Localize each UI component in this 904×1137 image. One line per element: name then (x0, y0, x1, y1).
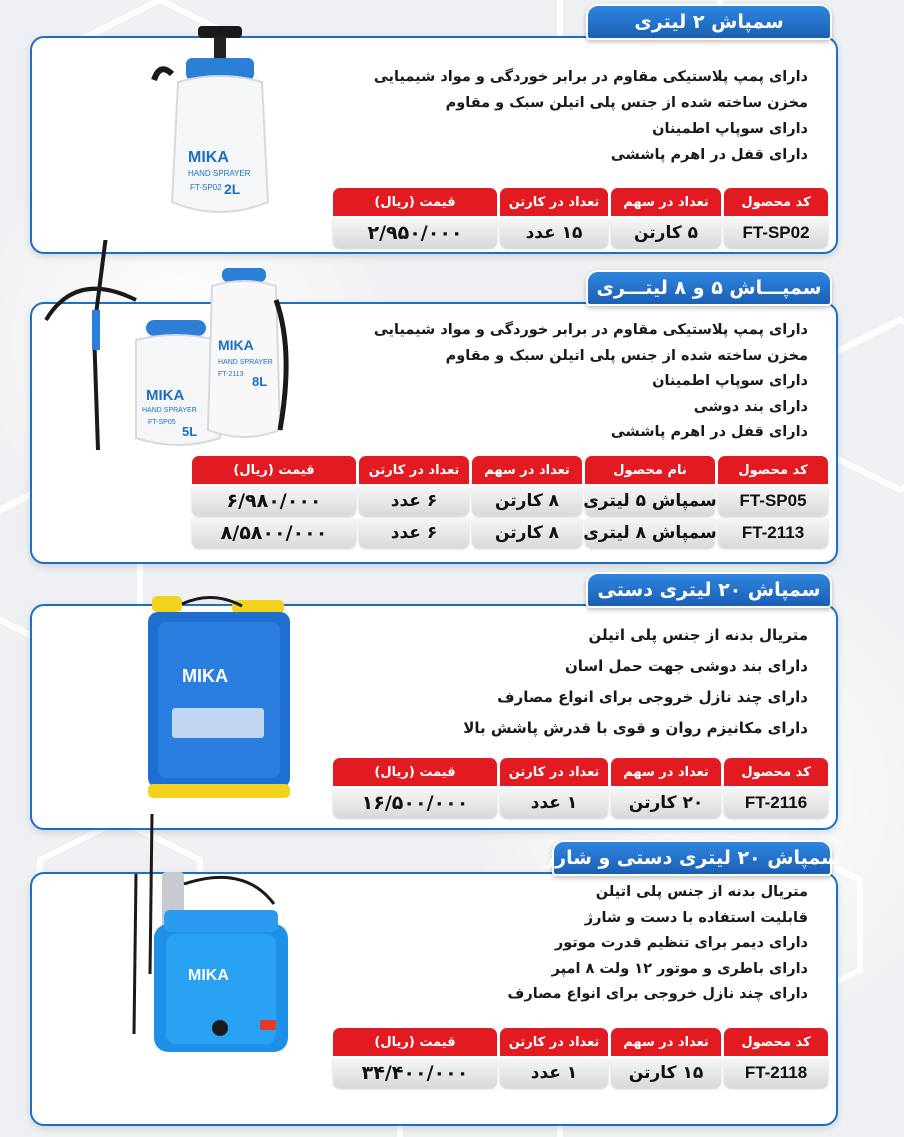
header-code: کد محصول (724, 188, 828, 216)
section-5-8-liter (0, 266, 904, 566)
cell-price: ۳۴/۴۰۰/۰۰۰ (333, 1058, 497, 1088)
feature-list (508, 880, 808, 1008)
volume-text: 2L (224, 181, 241, 197)
cell-per-share: ۲۰ کارتن (611, 788, 721, 818)
feature-item: قابلیت استفاده با دست و شارژ (584, 909, 808, 926)
cell-per-carton: ۱ عدد (500, 1058, 608, 1088)
header-per-share: تعداد در سهم (472, 456, 582, 484)
feature-item: متریال بدنه از جنس پلی اتیلن (595, 884, 808, 900)
price-table (333, 1028, 828, 1088)
label-text: HAND SPRAYER (188, 169, 251, 178)
cell-per-share: ۵ کارتن (611, 218, 721, 248)
cell-price: ۲/۹۵۰/۰۰۰ (333, 218, 497, 248)
cell-code: FT-2116 (724, 788, 828, 818)
section-title: سمپاش ۲۰ لیتری دستی (586, 572, 832, 608)
header-per-share: تعداد در سهم (611, 1028, 721, 1056)
sprayer-2l-image (150, 22, 290, 232)
sprayer-5l-8l-image (36, 240, 306, 480)
section-20-liter-battery (0, 840, 904, 1130)
brand-logo-text: MIKA (218, 337, 254, 353)
cell-code: FT-2113 (718, 518, 828, 548)
cell-price: ۶/۹۸۰/۰۰۰ (192, 486, 356, 516)
header-price: قیمت (ریال) (192, 456, 356, 484)
header-per-carton: تعداد در کارتن (500, 188, 608, 216)
cell-name: سمپاش ۸ لیتری (585, 518, 715, 548)
section-20-liter-manual (0, 570, 904, 832)
header-per-carton: تعداد در کارتن (359, 456, 469, 484)
feature-item: دارای دیمر برای تنظیم قدرت موتور (554, 935, 808, 951)
code-text: FT-2113 (218, 371, 244, 378)
feature-item: مخزن ساخته شده از جنس پلی اتیلن سبک و مقاوم (445, 95, 808, 111)
feature-item: متریال بدنه از جنس پلی اتیلن (588, 626, 808, 644)
feature-item: دارای قفل در اهرم پاششی (610, 424, 808, 440)
price-table (333, 758, 828, 818)
volume-text: 5L (182, 424, 198, 439)
label-text: HAND SPRAYER (218, 359, 273, 366)
feature-item: دارای پمپ پلاستیکی مقاوم در برابر خوردگی و مواد شیمیایی (373, 322, 808, 338)
header-per-share: تعداد در سهم (611, 758, 721, 786)
feature-item: دارای مکانیزم روان و قوی با قدرش پاشش بالا (463, 719, 808, 737)
feature-item: دارای بند دوشی جهت حمل اسان (564, 657, 808, 675)
sprayer-20l-battery-image (124, 814, 300, 1058)
cell-code: FT-SP02 (724, 218, 828, 248)
header-code: کد محصول (724, 1028, 828, 1056)
sprayer-20l-manual-image (142, 590, 298, 806)
feature-item: دارای باطری و موتور ۱۲ ولت ۸ امپر (551, 960, 808, 977)
header-price: قیمت (ریال) (333, 188, 497, 216)
volume-text: 8L (252, 374, 268, 389)
feature-list (463, 620, 808, 744)
feature-item: دارای بند دوشی (693, 398, 808, 415)
section-title: سمپاش ۲ لیتری (586, 4, 832, 40)
header-per-carton: تعداد در کارتن (500, 1028, 608, 1056)
feature-list (374, 318, 808, 446)
code-text: FT-SP05 (148, 419, 176, 426)
brand-logo-text: MIKA (182, 666, 228, 686)
header-per-carton: تعداد در کارتن (500, 758, 608, 786)
feature-item: دارای چند نازل خروجی برای انواع مصارف (507, 986, 808, 1002)
cell-per-carton: ۶ عدد (359, 486, 469, 516)
header-code: کد محصول (718, 456, 828, 484)
cell-code: FT-2118 (724, 1058, 828, 1088)
brand-logo-text: MIKA (188, 967, 229, 984)
header-price: قیمت (ریال) (333, 758, 497, 786)
feature-item: دارای چند نازل خروجی برای انواع مصارف (497, 688, 808, 706)
section-title: سمپـــاش ۵ و ۸ لیتـــری (586, 270, 832, 306)
header-code: کد محصول (724, 758, 828, 786)
header-price: قیمت (ریال) (333, 1028, 497, 1056)
feature-list (374, 64, 808, 168)
section-2-liter (0, 0, 904, 260)
cell-per-share: ۱۵ کارتن (611, 1058, 721, 1088)
cell-code: FT-SP05 (718, 486, 828, 516)
cell-per-share: ۸ کارتن (472, 486, 582, 516)
label-text: HAND SPRAYER (142, 407, 197, 414)
cell-price: ۱۶/۵۰۰/۰۰۰ (333, 788, 497, 818)
cell-per-carton: ۶ عدد (359, 518, 469, 548)
code-text: FT-SP02 (190, 183, 222, 192)
cell-per-carton: ۱ عدد (500, 788, 608, 818)
cell-per-share: ۸ کارتن (472, 518, 582, 548)
header-per-share: تعداد در سهم (611, 188, 721, 216)
feature-item: دارای سوپاپ اطمینان (652, 373, 808, 389)
feature-item: دارای سوپاپ اطمینان (652, 121, 808, 137)
brand-logo-text: MIKA (188, 149, 229, 166)
cell-per-carton: ۱۵ عدد (500, 218, 608, 248)
header-name: نام محصول (585, 456, 715, 484)
section-title: سمپاش ۲۰ لیتری دستی و شارژ (552, 840, 832, 876)
price-table (333, 188, 828, 248)
feature-item: دارای قفل در اهرم پاششی (610, 147, 808, 163)
cell-price: ۸/۵۸۰۰/۰۰۰ (192, 518, 356, 548)
feature-item: دارای پمپ پلاستیکی مقاوم در برابر خوردگی و مواد شیمیایی (373, 69, 808, 85)
brand-logo-text: MIKA (146, 387, 185, 404)
cell-name: سمپاش ۵ لیتری (585, 486, 715, 516)
feature-item: مخزن ساخته شده از جنس پلی اتیلن سبک و مقاوم (445, 347, 808, 364)
